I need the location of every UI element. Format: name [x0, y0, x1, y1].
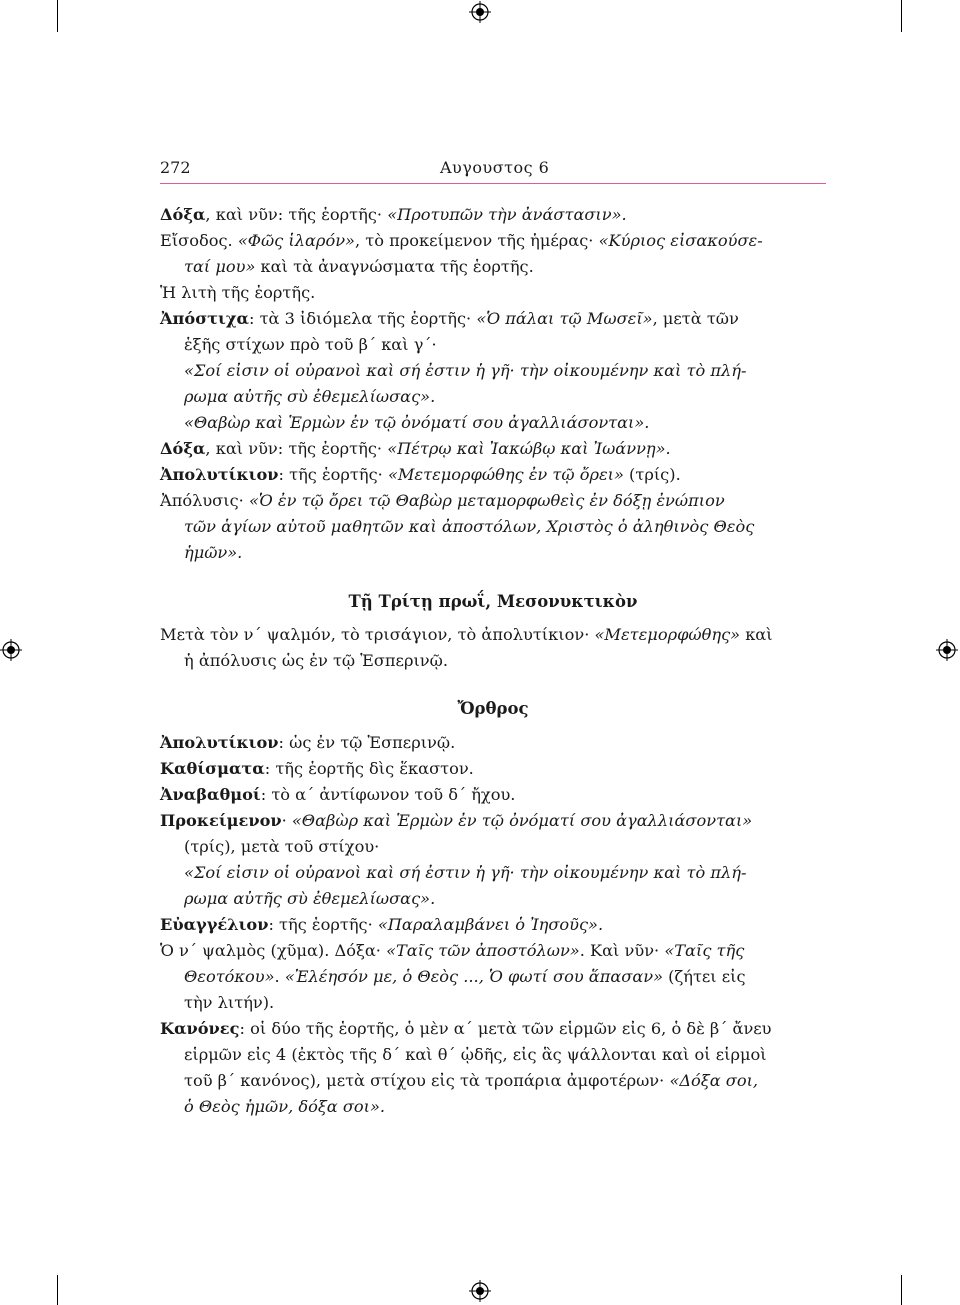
crop-mark-bottom-left: [57, 1275, 58, 1305]
text-line: [160, 358, 826, 384]
text: ἑξῆς στίχων πρὸ τοῦ β΄ καὶ γ΄·: [184, 335, 437, 354]
hymn-incipit: «Ταῖς τῶν ἀποστόλων»: [386, 941, 580, 960]
text-line: [160, 384, 826, 410]
text-line: [160, 756, 826, 782]
text-line: [160, 860, 826, 886]
text: ἡ ἀπόλυσις ὡς ἐν τῷ Ἑσπερινῷ.: [184, 651, 448, 670]
text-line: [160, 540, 826, 566]
registration-mark-bottom-icon: [469, 1280, 491, 1302]
text-line: [160, 938, 826, 964]
page-number: 272: [160, 158, 191, 177]
text: (ζήτει εἰς: [663, 967, 746, 986]
page-body: [160, 202, 826, 1120]
text: : τῆς ἑορτῆς·: [278, 465, 388, 484]
bold-term: Δόξα: [160, 205, 206, 224]
text-line: [160, 886, 826, 912]
text-line: [160, 228, 826, 254]
hymn-incipit: «Κύριος εἰσακούσε-: [598, 231, 763, 250]
text: , καὶ νῦν: τῆς ἑορτῆς·: [205, 439, 388, 458]
text: : τὸ α΄ ἀντίφωνον τοῦ δ΄ ἤχου.: [260, 785, 516, 804]
text-line: [160, 332, 826, 358]
text: , μετὰ τῶν: [652, 309, 739, 328]
text-line: [160, 648, 826, 674]
bold-term: Ἀπόστιχα: [160, 309, 249, 328]
hymn-incipit: «Ἐλέησόν με, ὁ Θεὸς ..., Ὁ φωτί σου ἅπασαν»: [284, 967, 664, 986]
hymn-incipit: «Θαβὼρ καὶ Ἑρμὼν ἐν τῷ ὀνόματί σου ἀγαλλιάσονται»: [291, 811, 753, 830]
header-rule: [160, 183, 826, 184]
bold-term: Προκείμενον: [160, 811, 282, 830]
hymn-incipit: «Ταῖς τῆς: [664, 941, 745, 960]
text-line: [160, 1068, 826, 1094]
section-heading-midnight-office: Τῇ Τρίτῃ πρωΐ, Μεσονυκτικὸν: [348, 592, 638, 611]
dismissal-text: ἡμῶν».: [184, 543, 243, 562]
text-line: [160, 1094, 826, 1120]
hymn-incipit: «Δόξα σοι,: [669, 1071, 759, 1090]
text: τοῦ β΄ κανόνος), μετὰ στίχου εἰς τὰ τροπάρια ἀμφοτέρων·: [184, 1071, 670, 1090]
hymn-incipit: «Πέτρῳ καὶ Ἰακώβῳ καὶ Ἰωάννῃ».: [387, 439, 671, 458]
dismissal-text: τῶν ἁγίων αὐτοῦ μαθητῶν καὶ ἀποστόλων, Χριστὸς ὁ ἀληθινὸς Θεὸς: [184, 517, 755, 536]
text-line: [160, 280, 826, 306]
text-line: [160, 306, 826, 332]
text: Εἴσοδος.: [160, 231, 238, 250]
text-line: [160, 912, 826, 938]
text: Μετὰ τὸν ν΄ ψαλμόν, τὸ τρισάγιον, τὸ ἀπολυτίκιον·: [160, 625, 595, 644]
text-line: [160, 254, 826, 280]
text-line: [160, 834, 826, 860]
text-line: [160, 622, 826, 648]
text-line: [160, 202, 826, 228]
text: , καὶ νῦν: τῆς ἑορτῆς·: [205, 205, 388, 224]
text-line: [160, 782, 826, 808]
text-line: [160, 1016, 826, 1042]
running-header: [160, 158, 826, 184]
text: τὴν λιτήν).: [184, 993, 275, 1012]
text: εἱρμῶν εἰς 4 (ἐκτὸς τῆς δ΄ καὶ θ΄ ᾠδῆς, εἰς ἃς ψάλλονται καὶ οἱ εἱρμοὶ: [184, 1045, 767, 1064]
text-line: [160, 1042, 826, 1068]
text-line: [160, 488, 826, 514]
text-line: [160, 990, 826, 1016]
verse-text: «Θαβὼρ καὶ Ἑρμὼν ἐν τῷ ὀνόματί σου ἀγαλλιάσονται».: [184, 413, 650, 432]
bold-term: Ἀπολυτίκιον: [160, 733, 279, 752]
text: Ἡ λιτὴ τῆς ἑορτῆς.: [160, 283, 316, 302]
verse-text: «Σοί εἰσιν οἱ οὐρανοὶ καὶ σή ἐστιν ἡ γῆ· τὴν οἰκουμένην καὶ τὸ πλή-: [184, 361, 747, 380]
bold-term: Εὐαγγέλιον: [160, 915, 269, 934]
bold-term: Κανόνες: [160, 1019, 240, 1038]
section-heading-orthros: Ὄρθρος: [457, 699, 529, 718]
text-line: [160, 410, 826, 436]
registration-mark-right-icon: [936, 639, 958, 661]
hymn-incipit: «Παραλαμβάνει ὁ Ἰησοῦς».: [377, 915, 604, 934]
bold-term: Ἀναβαθμοί: [160, 785, 261, 804]
text-line: [160, 730, 826, 756]
hymn-incipit: Θεοτόκου»: [184, 967, 275, 986]
text-line: [160, 514, 826, 540]
bold-term: Καθίσματα: [160, 759, 265, 778]
registration-mark-top-icon: [469, 1, 491, 23]
text: : ὡς ἐν τῷ Ἑσπερινῷ.: [278, 733, 456, 752]
text: καὶ τὰ ἀναγνώσματα τῆς ἑορτῆς.: [255, 257, 534, 276]
bold-term: Ἀπολυτίκιον: [160, 465, 279, 484]
crop-mark-top-left: [57, 0, 58, 32]
text: Ἀπόλυσις·: [160, 491, 249, 510]
running-title: Αυγουστος 6: [440, 158, 550, 177]
text-line: [160, 808, 826, 834]
text-line: [160, 964, 826, 990]
registration-mark-left-icon: [0, 639, 22, 661]
verse-text: ρωμα αὐτῆς σὺ ἐθεμελίωσας».: [184, 387, 436, 406]
text: : τῆς ἑορτῆς·: [268, 915, 378, 934]
text: . Καὶ νῦν·: [579, 941, 665, 960]
bold-term: Δόξα: [160, 439, 206, 458]
hymn-incipit: «Προτυπῶν τὴν ἀνάστασιν».: [387, 205, 627, 224]
text: (τρίς), μετὰ τοῦ στίχου·: [184, 837, 380, 856]
hymn-incipit: «Ὁ πάλαι τῷ Μωσεῖ»: [476, 309, 653, 328]
dismissal-text: «Ὁ ἐν τῷ ὄρει τῷ Θαβὼρ μεταμορφωθεὶς ἐν δόξῃ ἐνώπιον: [248, 491, 725, 510]
verse-text: «Σοί εἰσιν οἱ οὐρανοὶ καὶ σή ἐστιν ἡ γῆ· τὴν οἰκουμένην καὶ τὸ πλή-: [184, 863, 747, 882]
hymn-incipit: ταί μου»: [184, 257, 256, 276]
text: : τὰ 3 ἰδιόμελα τῆς ἑορτῆς·: [248, 309, 477, 328]
crop-mark-bottom-right: [901, 1275, 902, 1305]
text: .: [274, 967, 285, 986]
text: ·: [281, 811, 292, 830]
text: (τρίς).: [623, 465, 681, 484]
verse-text: ρωμα αὐτῆς σὺ ἐθεμελίωσας».: [184, 889, 436, 908]
hymn-incipit: «Μετεμορφώθης ἐν τῷ ὄρει»: [387, 465, 624, 484]
text-line: [160, 436, 826, 462]
hymn-incipit: «Φῶς ἱλαρόν»: [237, 231, 355, 250]
crop-mark-top-right: [901, 0, 902, 32]
hymn-incipit: «Μετεμορφώθης»: [594, 625, 741, 644]
text: καὶ: [740, 625, 773, 644]
text-line: [160, 462, 826, 488]
text: : τῆς ἑορτῆς δὶς ἕκαστον.: [264, 759, 474, 778]
text: : οἱ δύο τῆς ἑορτῆς, ὁ μὲν α΄ μετὰ τῶν εἱρμῶν εἰς 6, ὁ δὲ β΄ ἄνευ: [239, 1019, 772, 1038]
text: , τὸ προκείμενον τῆς ἡμέρας·: [354, 231, 599, 250]
text: Ὁ ν΄ ψαλμὸς (χῦμα). Δόξα·: [160, 941, 387, 960]
hymn-incipit: ὁ Θεὸς ἡμῶν, δόξα σοι».: [184, 1097, 386, 1116]
